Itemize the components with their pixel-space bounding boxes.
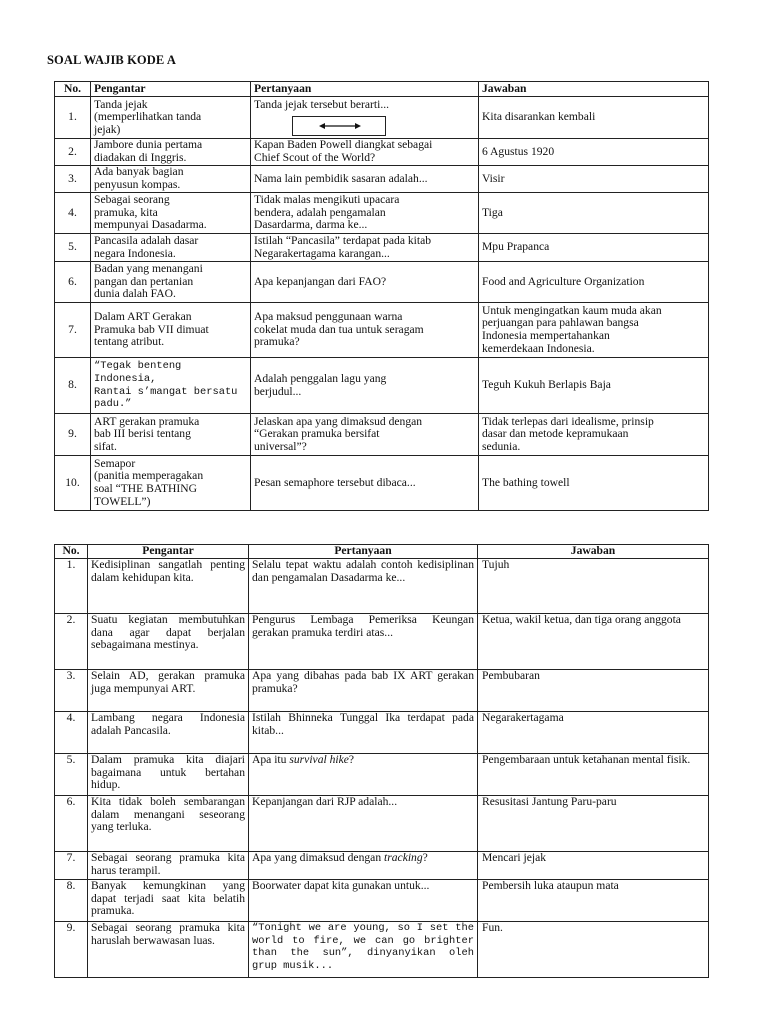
cell-no: 9. bbox=[55, 414, 91, 456]
header-no: No. bbox=[55, 82, 91, 97]
cell-pertanyaan: Boorwater dapat kita gunakan untuk... bbox=[249, 880, 478, 922]
cell-jawaban: Mpu Prapanca bbox=[479, 234, 709, 262]
cell-jawaban: Negarakertagama bbox=[478, 712, 709, 754]
cell-no: 7. bbox=[55, 303, 91, 358]
cell-jawaban: Teguh Kukuh Berlapis Baja bbox=[479, 358, 709, 414]
cell-pengantar: Banyak kemungkinan yang dapat terjadi saat kita belatih pramuka. bbox=[88, 880, 249, 922]
header-pertanyaan: Pertanyaan bbox=[249, 545, 478, 559]
table-row bbox=[55, 559, 709, 614]
cell-pengantar: Suatu kegiatan membutuhkan dana agar dapat berjalan sebagaimana mestinya. bbox=[88, 614, 249, 670]
cell-pengantar: Semapor (panitia memperagakan soal “THE BATHING TOWELL”) bbox=[91, 456, 251, 511]
cell-pertanyaan: Apa kepanjangan dari FAO? bbox=[251, 262, 479, 303]
cell-pengantar: Kita tidak boleh sembarangan dalam menangani seseorang yang terluka. bbox=[88, 796, 249, 852]
table-header-row bbox=[55, 545, 709, 559]
cell-no: 1. bbox=[55, 559, 88, 614]
cell-no: 3. bbox=[55, 166, 91, 193]
table-row bbox=[55, 262, 709, 303]
cell-jawaban: Ketua, wakil ketua, dan tiga orang anggota bbox=[478, 614, 709, 670]
cell-no: 8. bbox=[55, 358, 91, 414]
cell-pengantar: Sebagai seorang pramuka kita harus terampil. bbox=[88, 852, 249, 880]
cell-jawaban: The bathing towell bbox=[479, 456, 709, 511]
cell-pengantar: “Tegak benteng Indonesia, Rantai s’mangat bersatu padu.” bbox=[91, 358, 251, 414]
cell-no: 1. bbox=[55, 97, 91, 139]
cell-no: 4. bbox=[55, 712, 88, 754]
header-no: No. bbox=[55, 545, 88, 559]
cell-jawaban: Tujuh bbox=[478, 559, 709, 614]
table-row bbox=[55, 139, 709, 166]
cell-pengantar: Jambore dunia pertama diadakan di Inggris. bbox=[91, 139, 251, 166]
table-row bbox=[55, 796, 709, 852]
cell-no: 6. bbox=[55, 796, 88, 852]
cell-pengantar: Pancasila adalah dasar negara Indonesia. bbox=[91, 234, 251, 262]
cell-pengantar: ART gerakan pramuka bab III berisi tentang sifat. bbox=[91, 414, 251, 456]
cell-no: 2. bbox=[55, 614, 88, 670]
cell-pertanyaan bbox=[249, 754, 478, 796]
cell-pertanyaan bbox=[251, 97, 479, 139]
cell-jawaban: Visir bbox=[479, 166, 709, 193]
table-row bbox=[55, 303, 709, 358]
question-text-emphasis: survival hike bbox=[289, 753, 349, 766]
cell-pertanyaan: “Tonight we are young, so I set the world to fire, we can go brighter than the sun”, dinyanyikan oleh grup musik... bbox=[249, 922, 478, 978]
cell-pengantar: Lambang negara Indonesia adalah Pancasila. bbox=[88, 712, 249, 754]
cell-no: 6. bbox=[55, 262, 91, 303]
cell-jawaban: 6 Agustus 1920 bbox=[479, 139, 709, 166]
cell-jawaban: Pengembaraan untuk ketahanan mental fisik. bbox=[478, 754, 709, 796]
trail-sign-box bbox=[292, 116, 386, 136]
header-pertanyaan: Pertanyaan bbox=[251, 82, 479, 97]
table-row bbox=[55, 712, 709, 754]
cell-pertanyaan: Pesan semaphore tersebut dibaca... bbox=[251, 456, 479, 511]
double-arrow-icon bbox=[293, 117, 385, 135]
cell-jawaban: Mencari jejak bbox=[478, 852, 709, 880]
header-pengantar: Pengantar bbox=[91, 82, 251, 97]
cell-pertanyaan: Kepanjangan dari RJP adalah... bbox=[249, 796, 478, 852]
header-pengantar: Pengantar bbox=[88, 545, 249, 559]
cell-pertanyaan: Pengurus Lembaga Pemeriksa Keungan gerakan pramuka terdiri atas... bbox=[249, 614, 478, 670]
question-text-prefix: Apa itu bbox=[252, 753, 290, 766]
cell-no: 7. bbox=[55, 852, 88, 880]
cell-pengantar: Dalam ART Gerakan Pramuka bab VII dimuat tentang atribut. bbox=[91, 303, 251, 358]
cell-pertanyaan: Istilah Bhinneka Tunggal Ika terdapat pada kitab... bbox=[249, 712, 478, 754]
cell-jawaban: Tidak terlepas dari idealisme, prinsip dasar dan metode kepramukaan sedunia. bbox=[479, 414, 709, 456]
cell-pengantar: Ada banyak bagian penyusun kompas. bbox=[91, 166, 251, 193]
cell-no: 5. bbox=[55, 754, 88, 796]
table-row bbox=[55, 166, 709, 193]
cell-jawaban: Pembersih luka ataupun mata bbox=[478, 880, 709, 922]
cell-pengantar: Tanda jejak (memperlihatkan tanda jejak) bbox=[91, 97, 251, 139]
cell-no: 9. bbox=[55, 922, 88, 978]
question-table-2 bbox=[54, 544, 709, 978]
cell-no: 3. bbox=[55, 670, 88, 712]
table-row bbox=[55, 234, 709, 262]
cell-pengantar: Kedisiplinan sangatlah penting dalam kehidupan kita. bbox=[88, 559, 249, 614]
cell-jawaban: Tiga bbox=[479, 193, 709, 234]
cell-pertanyaan: Selalu tepat waktu adalah contoh kedisiplinan dan pengamalan Dasadarma ke... bbox=[249, 559, 478, 614]
cell-pengantar: Sebagai seorang pramuka, kita mempunyai Dasadarma. bbox=[91, 193, 251, 234]
cell-pertanyaan: Adalah penggalan lagu yang berjudul... bbox=[251, 358, 479, 414]
cell-pengantar: Badan yang menangani pangan dan pertanian dunia dalah FAO. bbox=[91, 262, 251, 303]
table-row bbox=[55, 414, 709, 456]
cell-pertanyaan: Apa yang dibahas pada bab IX ART gerakan pramuka? bbox=[249, 670, 478, 712]
table-row bbox=[55, 614, 709, 670]
cell-pertanyaan: Nama lain pembidik sasaran adalah... bbox=[251, 166, 479, 193]
cell-jawaban: Pembubaran bbox=[478, 670, 709, 712]
cell-pertanyaan: Jelaskan apa yang dimaksud dengan “Gerakan pramuka bersifat universal”? bbox=[251, 414, 479, 456]
cell-pertanyaan bbox=[249, 852, 478, 880]
table-row bbox=[55, 880, 709, 922]
table-header-row bbox=[55, 82, 709, 97]
cell-no: 4. bbox=[55, 193, 91, 234]
table-row bbox=[55, 922, 709, 978]
cell-jawaban: Kita disarankan kembali bbox=[479, 97, 709, 139]
cell-jawaban: Resusitasi Jantung Paru-paru bbox=[478, 796, 709, 852]
question-text-prefix: Apa yang dimaksud dengan bbox=[252, 851, 385, 864]
table-row bbox=[55, 456, 709, 511]
table-row bbox=[55, 852, 709, 880]
cell-jawaban: Fun. bbox=[478, 922, 709, 978]
cell-pengantar: Selain AD, gerakan pramuka juga mempunyai ART. bbox=[88, 670, 249, 712]
question-text-emphasis: tracking bbox=[384, 851, 423, 864]
header-jawaban: Jawaban bbox=[479, 82, 709, 97]
cell-pertanyaan: Istilah “Pancasila” terdapat pada kitab Negarakertagama karangan... bbox=[251, 234, 479, 262]
question-text-suffix: ? bbox=[348, 753, 355, 766]
cell-pertanyaan: Apa maksud penggunaan warna cokelat muda dan tua untuk seragam pramuka? bbox=[251, 303, 479, 358]
question-text-suffix: ? bbox=[422, 851, 428, 864]
cell-pertanyaan: Tidak malas mengikuti upacara bendera, adalah pengamalan Dasardarma, darma ke... bbox=[251, 193, 479, 234]
cell-no: 10. bbox=[55, 456, 91, 511]
cell-pengantar: Dalam pramuka kita diajari bagaimana untuk bertahan hidup. bbox=[88, 754, 249, 796]
cell-no: 5. bbox=[55, 234, 91, 262]
table-row bbox=[55, 97, 709, 139]
cell-no: 2. bbox=[55, 139, 91, 166]
question-text: Tanda jejak tersebut berarti... bbox=[254, 98, 390, 111]
table-row bbox=[55, 193, 709, 234]
question-table-1 bbox=[54, 81, 709, 511]
document-title: SOAL WAJIB KODE A bbox=[47, 53, 176, 67]
cell-jawaban: Untuk mengingatkan kaum muda akan perjuangan para pahlawan bangsa Indonesia mempertahankan kemerdekaan Indonesia. bbox=[479, 303, 709, 358]
cell-pertanyaan: Kapan Baden Powell diangkat sebagai Chief Scout of the World? bbox=[251, 139, 479, 166]
cell-no: 8. bbox=[55, 880, 88, 922]
table-row bbox=[55, 754, 709, 796]
cell-jawaban: Food and Agriculture Organization bbox=[479, 262, 709, 303]
table-row bbox=[55, 358, 709, 414]
table-row bbox=[55, 670, 709, 712]
header-jawaban: Jawaban bbox=[478, 545, 709, 559]
cell-pengantar: Sebagai seorang pramuka kita haruslah berwawasan luas. bbox=[88, 922, 249, 978]
